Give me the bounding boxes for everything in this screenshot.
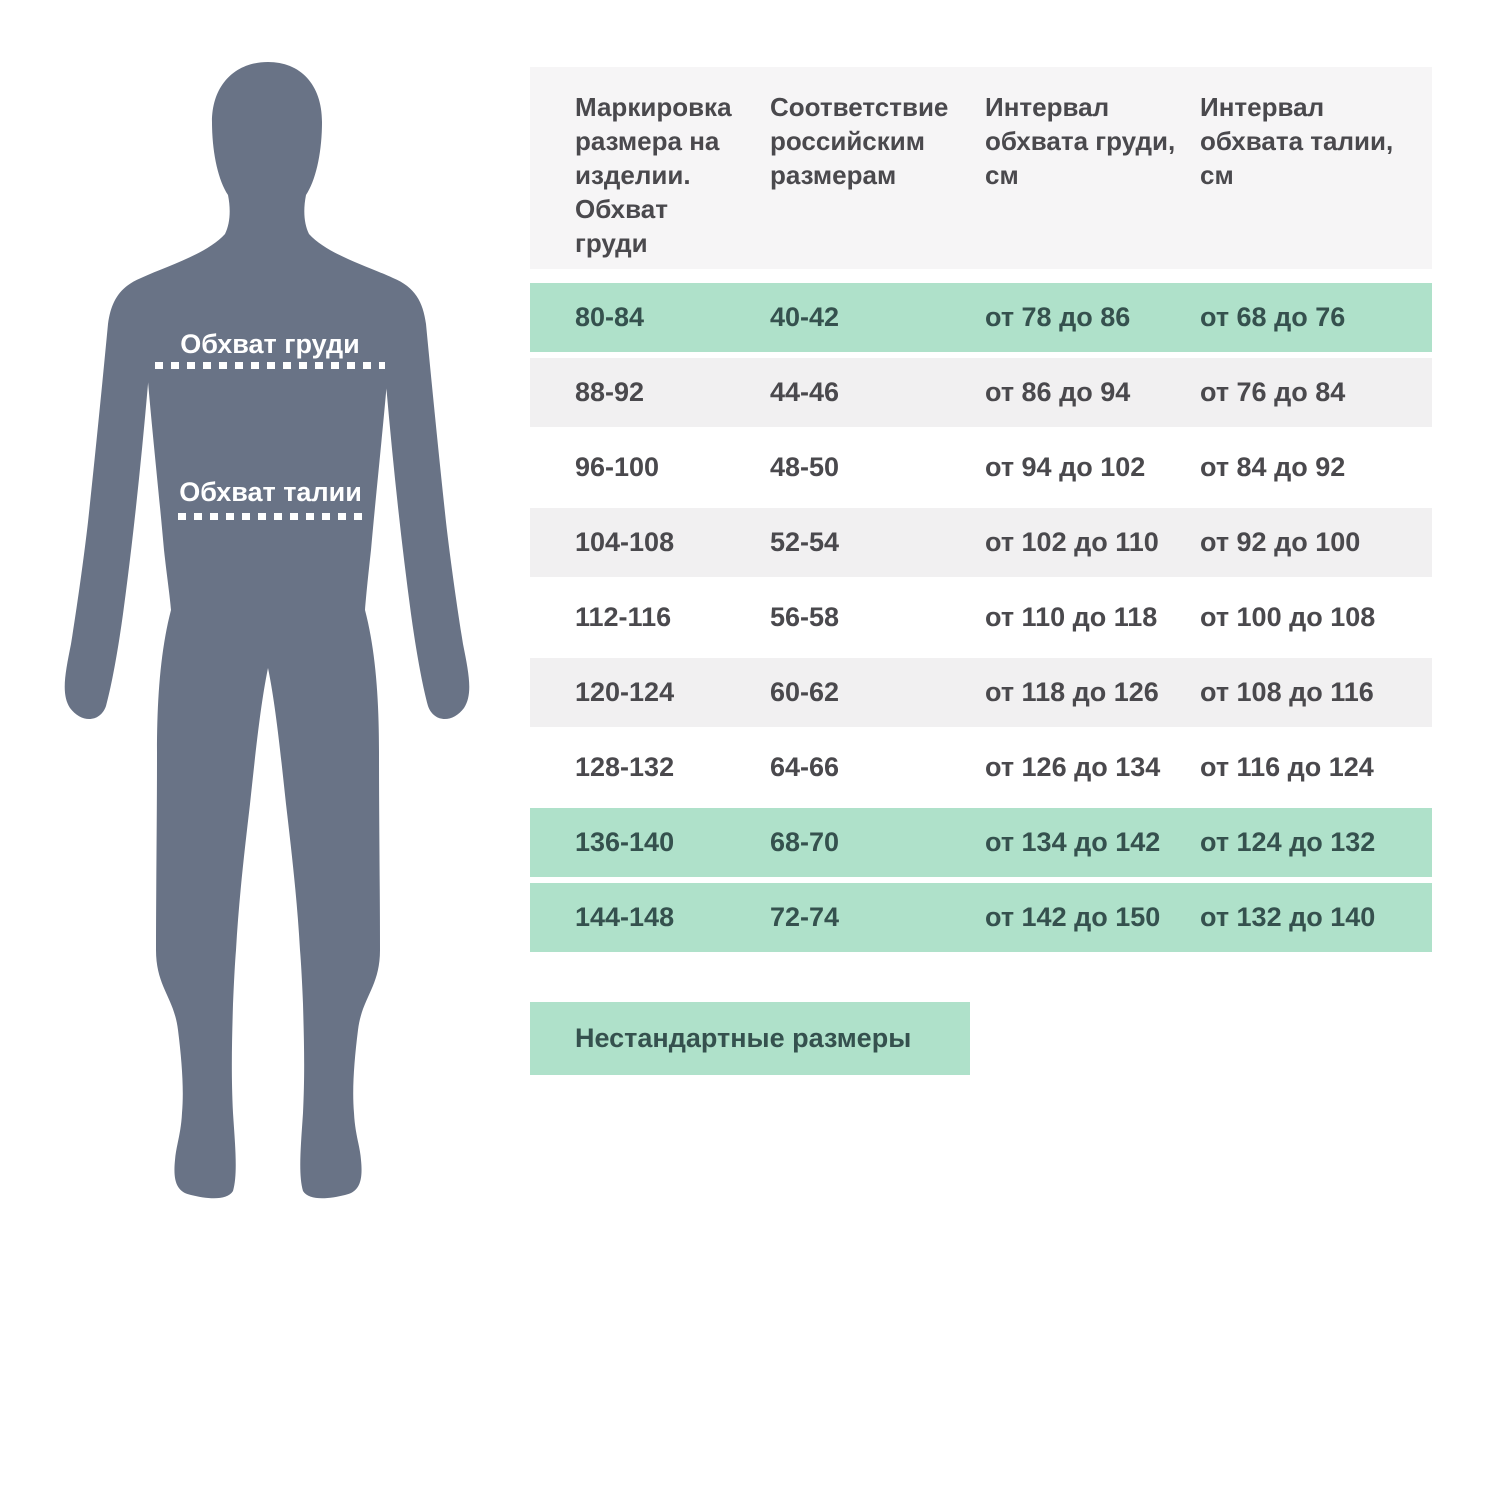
cell-size-marking: 96-100 — [575, 452, 660, 482]
table-row — [530, 733, 1432, 802]
cell-chest-interval: от 134 до 142 — [985, 827, 1161, 857]
column-header-russian-size: Соответствие российским размерам — [770, 92, 949, 190]
cell-size-marking: 88-92 — [575, 377, 645, 407]
cell-waist-interval: от 68 до 76 — [1200, 302, 1346, 332]
cell-size-marking: 128-132 — [575, 752, 675, 782]
column-header-waist-interval: Интервал обхвата талии, см — [1200, 92, 1394, 190]
chest-girth-label: Обхват груди — [180, 329, 360, 359]
cell-russian-size: 64-66 — [770, 752, 840, 782]
cell-russian-size: 56-58 — [770, 602, 840, 632]
cell-russian-size: 72-74 — [770, 902, 840, 932]
cell-chest-interval: от 102 до 110 — [985, 527, 1159, 557]
cell-waist-interval: от 124 до 132 — [1200, 827, 1376, 857]
cell-chest-interval: от 118 до 126 — [985, 677, 1159, 707]
cell-chest-interval: от 86 до 94 — [985, 377, 1131, 407]
cell-russian-size: 52-54 — [770, 527, 840, 557]
nonstandard-sizes-legend — [530, 1002, 970, 1075]
male-silhouette-path — [65, 62, 470, 1198]
cell-chest-interval: от 126 до 134 — [985, 752, 1161, 782]
male-silhouette — [57, 52, 477, 1202]
cell-chest-interval: от 110 до 118 — [985, 602, 1158, 632]
table-row — [530, 658, 1432, 727]
waist-girth-dotted-line — [178, 513, 363, 520]
cell-russian-size: 60-62 — [770, 677, 840, 707]
cell-chest-interval: от 142 до 150 — [985, 902, 1161, 932]
cell-waist-interval: от 108 до 116 — [1200, 677, 1374, 707]
size-table — [530, 67, 1432, 952]
cell-waist-interval: от 100 до 108 — [1200, 602, 1376, 632]
chest-girth-dotted-line — [155, 362, 385, 369]
cell-russian-size: 68-70 — [770, 827, 840, 857]
cell-size-marking: 144-148 — [575, 902, 675, 932]
cell-russian-size: 44-46 — [770, 377, 840, 407]
cell-chest-interval: от 78 до 86 — [985, 302, 1131, 332]
cell-size-marking: 80-84 — [575, 302, 645, 332]
cell-waist-interval: от 76 до 84 — [1200, 377, 1346, 407]
waist-girth-label: Обхват талии — [179, 477, 362, 507]
table-row — [530, 358, 1432, 427]
cell-waist-interval: от 116 до 124 — [1200, 752, 1374, 782]
cell-russian-size: 48-50 — [770, 452, 840, 482]
cell-chest-interval: от 94 до 102 — [985, 452, 1146, 482]
nonstandard-sizes-label: Нестандартные размеры — [575, 1023, 912, 1053]
table-row — [530, 883, 1432, 952]
table-header-row — [530, 67, 1432, 269]
cell-size-marking: 112-116 — [575, 602, 672, 632]
cell-size-marking: 136-140 — [575, 827, 675, 857]
table-row — [530, 508, 1432, 577]
cell-russian-size: 40-42 — [770, 302, 840, 332]
cell-waist-interval: от 132 до 140 — [1200, 902, 1376, 932]
table-row — [530, 433, 1432, 502]
column-header-size-marking: Маркировка размера на изделии. Обхват груди — [575, 92, 732, 258]
cell-waist-interval: от 92 до 100 — [1200, 527, 1361, 557]
table-body — [530, 283, 1432, 952]
table-row — [530, 583, 1432, 652]
table-row — [530, 808, 1432, 877]
cell-size-marking: 104-108 — [575, 527, 675, 557]
cell-size-marking: 120-124 — [575, 677, 675, 707]
column-header-chest-interval: Интервал обхвата груди, см — [985, 92, 1176, 190]
table-row — [530, 283, 1432, 352]
cell-waist-interval: от 84 до 92 — [1200, 452, 1346, 482]
